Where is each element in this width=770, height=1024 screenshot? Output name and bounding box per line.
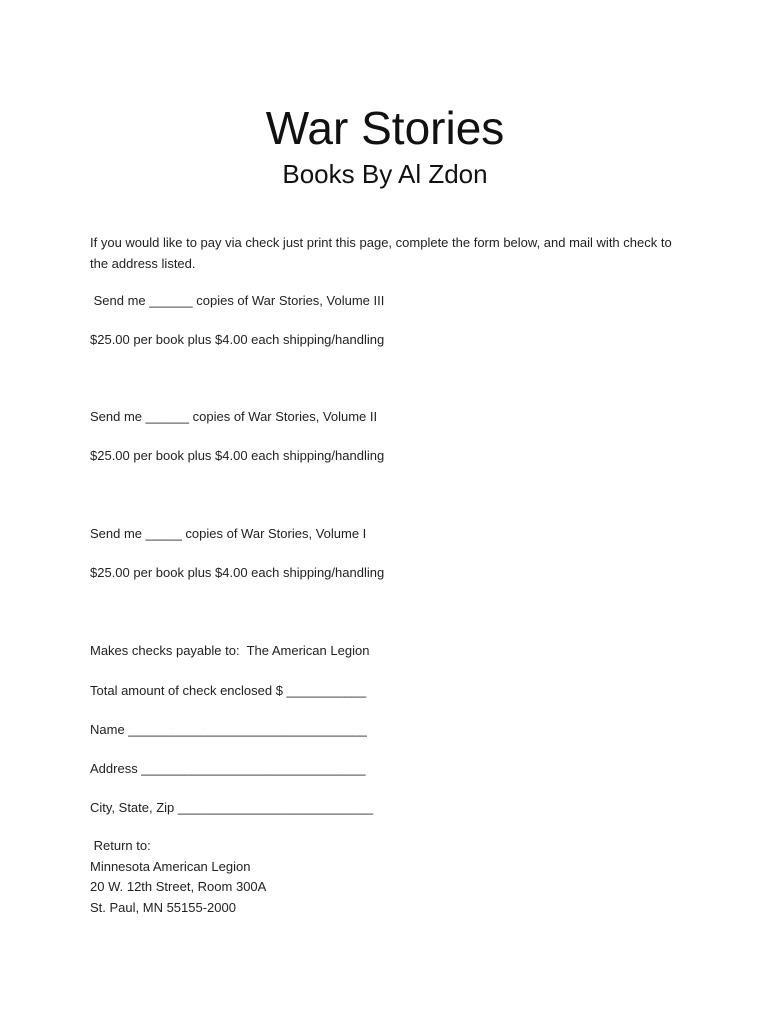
return-to-heading: Return to: [90, 838, 151, 853]
payable-to-line: Makes checks payable to: The American Legion [90, 643, 370, 658]
order-volume-2-price: $25.00 per book plus $4.00 each shipping/handling [90, 448, 385, 463]
order-volume-3-price: $25.00 per book plus $4.00 each shipping/handling [90, 332, 385, 347]
page-title: War Stories [265, 102, 505, 154]
page-subtitle: Books By Al Zdon [282, 159, 488, 189]
return-address-city: St. Paul, MN 55155-2000 [90, 900, 236, 915]
order-volume-3-line: Send me ______ copies of War Stories, Volume III [90, 293, 385, 308]
order-volume-1-line: Send me _____ copies of War Stories, Volume I [90, 526, 367, 541]
name-field-line: Name _________________________________ [90, 722, 367, 737]
total-amount-line: Total amount of check enclosed $ ___________ [90, 683, 367, 698]
return-address-org: Minnesota American Legion [90, 859, 251, 874]
address-field-line: Address _______________________________ [90, 761, 366, 776]
return-address-street: 20 W. 12th Street, Room 300A [90, 879, 267, 894]
city-state-zip-field-line: City, State, Zip ___________________________ [90, 800, 374, 815]
intro-paragraph: If you would like to pay via check just print this page, complete the form below, and mail with check to the address listed. [90, 235, 672, 271]
order-volume-2-line: Send me ______ copies of War Stories, Volume II [90, 409, 378, 424]
order-volume-1-price: $25.00 per book plus $4.00 each shipping/handling [90, 565, 385, 580]
